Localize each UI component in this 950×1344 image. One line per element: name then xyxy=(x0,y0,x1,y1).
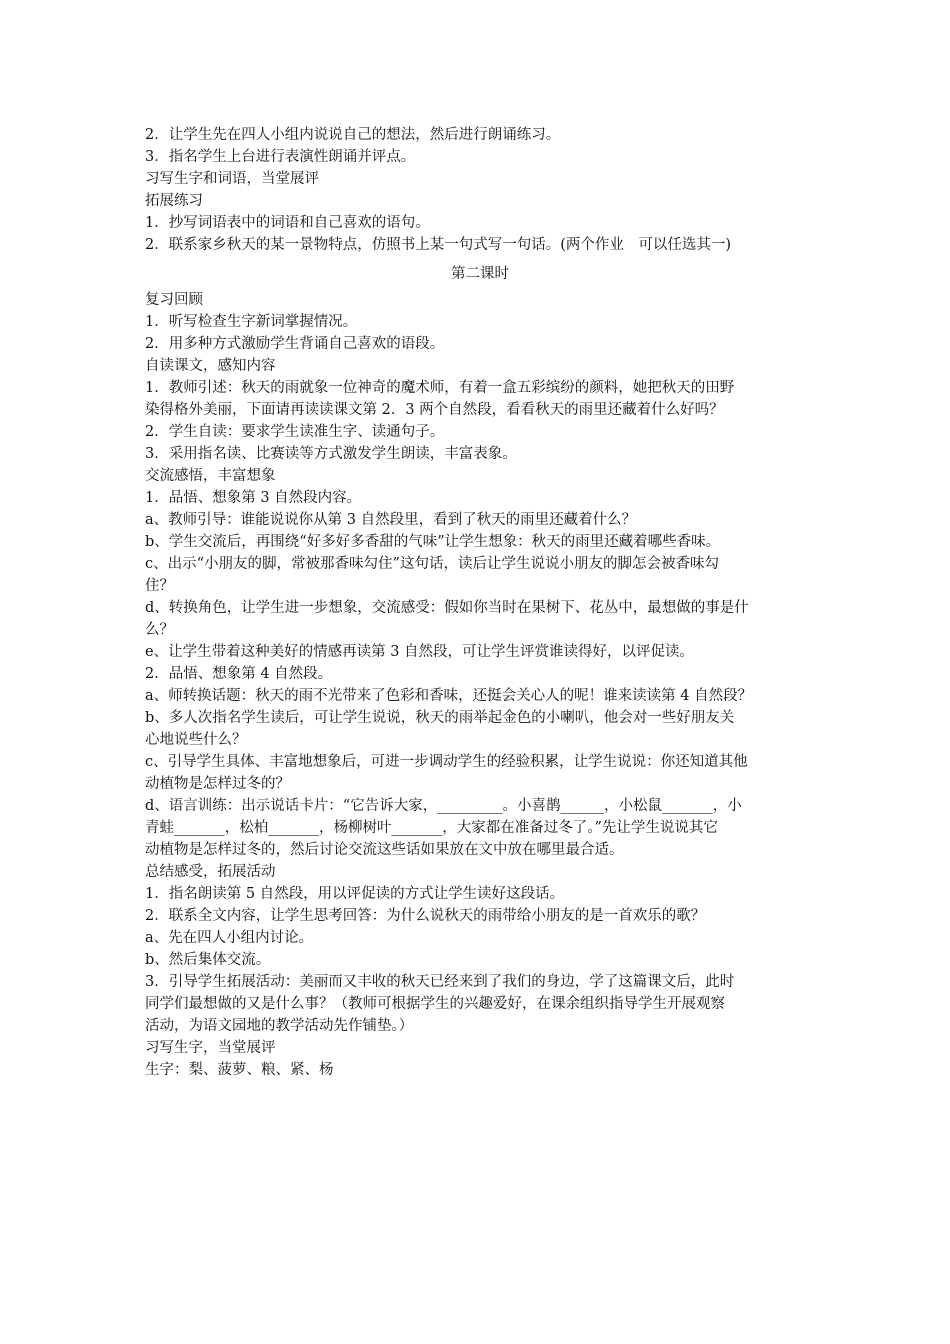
text-line: b、多人次指名学生读后，可让学生说说，秋天的雨举起金色的小喇叭，他会对一些好朋友关 xyxy=(145,710,735,726)
text-line: 同学们最想做的又是什么事？（教师可根据学生的兴趣爱好，在课余组织指导学生开展观察 xyxy=(145,996,725,1012)
text-line: a、先在四人小组内讨论。 xyxy=(145,930,314,946)
lesson-one-tail xyxy=(145,124,815,256)
text-line: 2．学生自读：要求学生读准生字、读通句子。 xyxy=(145,424,445,440)
text-line: 拓展练习 xyxy=(145,193,203,209)
text-line: 1．教师引述：秋天的雨就象一位神奇的魔术师，有着一盒五彩缤纷的颜料，她把秋天的田野 xyxy=(145,380,735,396)
text-line: b、然后集体交流。 xyxy=(145,952,271,968)
text-line: 染得格外美丽，下面请再读读课文第 2．3 两个自然段，看看秋天的雨里还藏着什么好吗？ xyxy=(145,402,724,418)
text-line: 动植物是怎样过冬的？ xyxy=(145,776,290,792)
text-line: c、引导学生具体、丰富地想象后，可进一步调动学生的经验积累，让学生说说：你还知道其他 xyxy=(145,754,748,770)
text-line: 2．联系全文内容，让学生思考回答：为什么说秋天的雨带给小朋友的是一首欢乐的歌？ xyxy=(145,908,706,924)
text-line: 1．听写检查生字新词掌握情况。 xyxy=(145,314,358,330)
text-line: 2．用多种方式激励学生背诵自己喜欢的语段。 xyxy=(145,336,445,352)
text-line: 2．让学生先在四人小组内说说自己的想法，然后进行朗诵练习。 xyxy=(145,127,561,143)
text-line: 3．指名学生上台进行表演性朗诵并评点。 xyxy=(145,149,416,165)
text-line: a、教师引导：谁能说说你从第 3 自然段里，看到了秋天的雨里还藏着什么？ xyxy=(145,512,637,528)
lesson-two-body xyxy=(145,289,815,1081)
text-line: 2．品悟、想象第 4 自然段。 xyxy=(145,666,333,682)
text-line: 么？ xyxy=(145,622,174,638)
text-line: 心地说些什么？ xyxy=(145,732,247,748)
text-line: 3．采用指名读、比赛读等方式激发学生朗读，丰富表象。 xyxy=(145,446,517,462)
text-line: e、让学生带着这种美好的情感再读第 3 自然段，可让学生评赏谁读得好，以评促读。 xyxy=(145,644,695,660)
text-line: d、语言训练：出示说话卡片：“它告诉大家，_________。小喜鹊______，小松鼠_______，小 xyxy=(145,798,742,814)
text-line: 总结感受，拓展活动 xyxy=(145,864,276,880)
text-line: 青蛙_______，松柏_______，杨柳树叶_______，大家都在准备过冬了。”先让学生说说其它 xyxy=(145,820,718,836)
text-line: 住？ xyxy=(145,578,174,594)
text-line: 习写生字，当堂展评 xyxy=(145,1040,276,1056)
text-line: 复习回顾 xyxy=(145,292,203,308)
text-line: 活动，为语文园地的教学活动先作铺垫。） xyxy=(145,1018,414,1034)
text-line: a、师转换话题：秋天的雨不光带来了色彩和香味，还挺会关心人的呢！谁来读读第 4 自然段？ xyxy=(145,688,753,704)
section-title: 第二课时 xyxy=(451,266,509,282)
document-page xyxy=(145,124,815,1081)
text-line: 交流感悟，丰富想象 xyxy=(145,468,276,484)
text-line: c、出示“小朋友的脚，常被那香味勾住”这句话，读后让学生说说小朋友的脚怎会被香味勾 xyxy=(145,556,719,572)
text-line: d、转换角色，让学生进一步想象，交流感受：假如你当时在果树下、花丛中，最想做的事是什 xyxy=(145,600,749,616)
text-line: 生字：梨、菠萝、粮、紧、杨 xyxy=(145,1062,334,1078)
text-line: 2．联系家乡秋天的某一景物特点，仿照书上某一句式写一句话。(两个作业 可以任选其一) xyxy=(145,237,732,253)
text-line: b、学生交流后，再围绕“好多好多香甜的气味”让学生想象：秋天的雨里还藏着哪些香味。 xyxy=(145,534,721,550)
text-line: 动植物是怎样过冬的，然后讨论交流这些话如果放在文中放在哪里最合适。 xyxy=(145,842,624,858)
text-line: 3．引导学生拓展活动：美丽而又丰收的秋天已经来到了我们的身边，学了这篇课文后，此时 xyxy=(145,974,735,990)
text-line: 自读课文，感知内容 xyxy=(145,358,276,374)
text-line: 1．指名朗读第 5 自然段，用以评促读的方式让学生读好这段话。 xyxy=(145,886,565,902)
text-line: 习写生字和词语，当堂展评 xyxy=(145,171,319,187)
text-line: 1．抄写词语表中的词语和自己喜欢的语句。 xyxy=(145,215,430,231)
text-line: 1．品悟、想象第 3 自然段内容。 xyxy=(145,490,362,506)
